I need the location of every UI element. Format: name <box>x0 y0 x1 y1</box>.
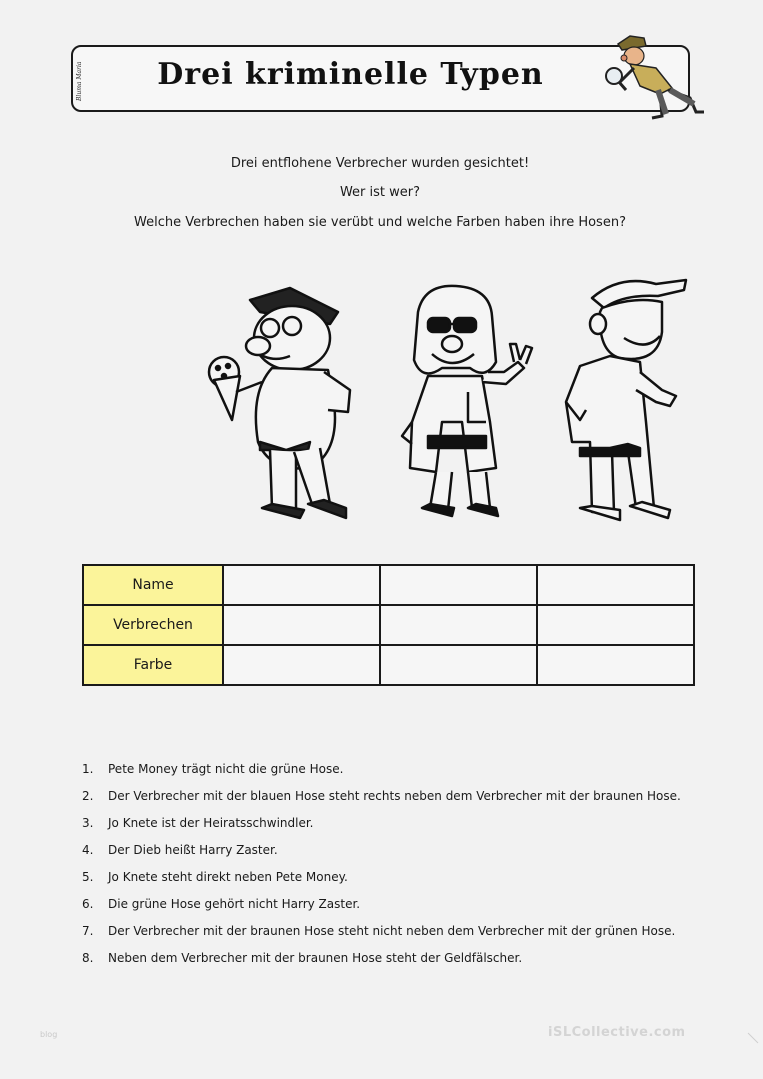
clue-text: Neben dem Verbrecher mit der braunen Hose steht der Geldfälscher. <box>108 951 523 965</box>
table-cell[interactable] <box>380 565 537 605</box>
detective-with-magnifier-icon <box>600 28 710 123</box>
clue-number: 2. <box>82 789 94 803</box>
row-header-name: Name <box>83 565 223 605</box>
clue-text: Die grüne Hose gehört nicht Harry Zaster. <box>108 897 361 911</box>
criminals-illustration <box>200 272 700 542</box>
page-title: Drei kriminelle Typen <box>157 57 544 92</box>
footer-blog-text: blog <box>40 1030 58 1039</box>
author-tag: Bluma Maria <box>76 61 83 101</box>
intro-line-2: Wer ist wer? <box>339 185 421 200</box>
table-cell[interactable] <box>223 645 380 685</box>
table-row <box>83 605 694 645</box>
list-item <box>82 843 722 870</box>
intro-line-1: Drei entflohene Verbrecher wurden gesichtet! <box>230 156 530 171</box>
table-cell[interactable] <box>380 605 537 645</box>
row-header-color: Farbe <box>83 645 223 685</box>
clue-text: Jo Knete ist der Heiratsschwindler. <box>108 816 314 830</box>
row-header-crime: Verbrechen <box>83 605 223 645</box>
list-item <box>82 789 722 816</box>
footer-watermark: iSLCollective.com <box>548 1025 686 1040</box>
clue-list <box>82 762 722 978</box>
clue-number: 7. <box>82 924 94 938</box>
clue-number: 4. <box>82 843 94 857</box>
table-cell[interactable] <box>537 605 694 645</box>
table-cell[interactable] <box>380 645 537 685</box>
answer-table <box>82 564 695 686</box>
list-item <box>82 897 722 924</box>
table-cell[interactable] <box>537 565 694 605</box>
list-item <box>82 762 722 789</box>
table-cell[interactable] <box>223 565 380 605</box>
clue-text: Pete Money trägt nicht die grüne Hose. <box>108 762 344 776</box>
clue-text: Jo Knete steht direkt neben Pete Money. <box>108 870 348 884</box>
title-box <box>71 45 690 112</box>
list-item <box>82 816 722 843</box>
table-cell[interactable] <box>223 605 380 645</box>
intro-line-3: Welche Verbrechen haben sie verübt und welche Farben haben ihre Hosen? <box>134 215 626 230</box>
table-row <box>83 645 694 685</box>
list-item <box>82 924 722 951</box>
list-item <box>82 951 722 978</box>
clue-number: 8. <box>82 951 94 965</box>
list-item <box>82 870 722 897</box>
table-row <box>83 565 694 605</box>
table-cell[interactable] <box>537 645 694 685</box>
clue-number: 6. <box>82 897 94 911</box>
clue-text: Der Verbrecher mit der blauen Hose steht rechts neben dem Verbrecher mit der braunen Hose. <box>108 789 681 803</box>
man-with-ice-cream-icon <box>209 288 350 518</box>
hippie-with-sunglasses-icon <box>402 286 532 516</box>
clue-text: Der Dieb heißt Harry Zaster. <box>108 843 278 857</box>
corner-fold-icon <box>747 1032 759 1044</box>
clue-number: 3. <box>82 816 94 830</box>
clue-text: Der Verbrecher mit der braunen Hose steht nicht neben dem Verbrecher mit der grünen Hose. <box>108 924 676 938</box>
clue-number: 5. <box>82 870 94 884</box>
man-with-cap-icon <box>566 280 686 520</box>
clue-number: 1. <box>82 762 94 776</box>
